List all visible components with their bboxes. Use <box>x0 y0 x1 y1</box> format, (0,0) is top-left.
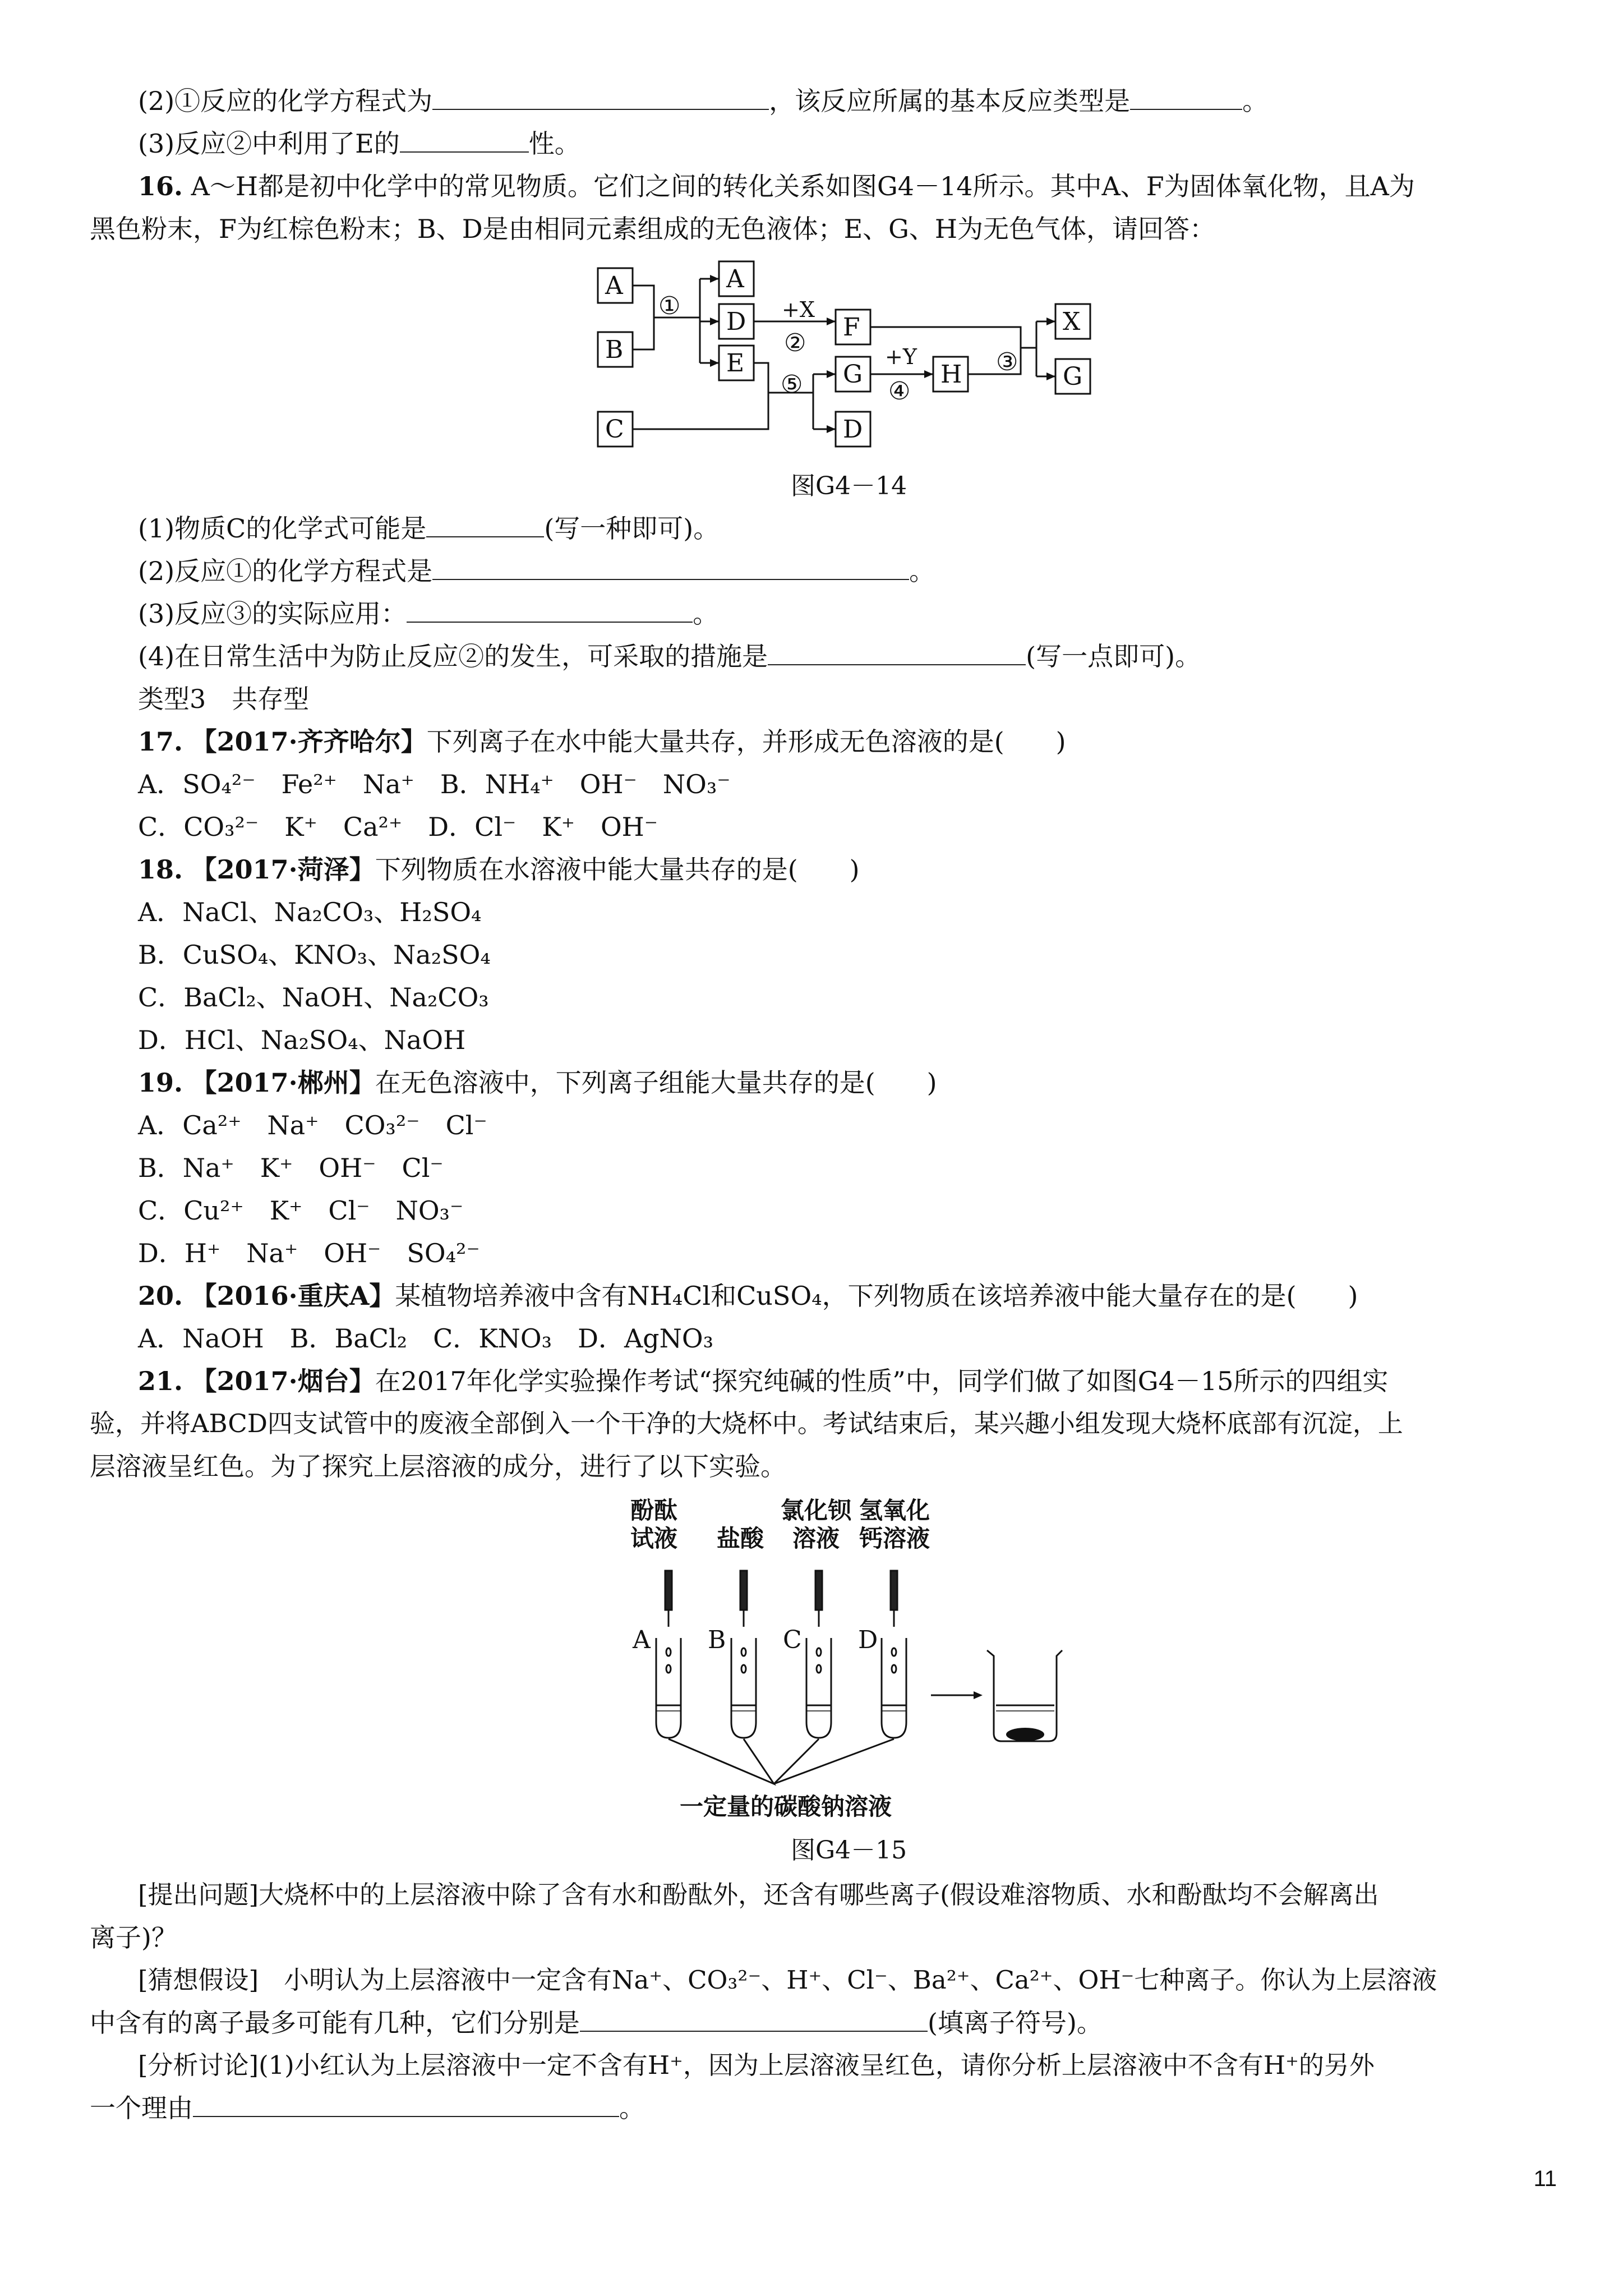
answer-blank[interactable] <box>193 2091 619 2117</box>
answer-blank[interactable] <box>580 2006 928 2032</box>
q18-option-d: D．HCl、Na₂SO₄、NaOH <box>138 1025 466 1055</box>
box-label: X <box>1063 307 1081 336</box>
q21-stem-line2: 验，并将ABCD四支试管中的废液全部倒入一个干净的大烧杯中。考试结束后，某兴趣小组发现大烧杯底部有沉淀，上 <box>90 1409 1403 1438</box>
q16-part4: (4)在日常生活中为防止反应②的发生，可采取的措施是 (写一点即可)。 <box>138 639 1201 673</box>
q16-stem-line2: 黑色粉末，F为红棕色粉末；B、D是由相同元素组成的无色液体；E、G、H为无色气体，请回答： <box>90 214 1216 244</box>
box-label: C <box>605 415 624 444</box>
dropper-a <box>665 1571 672 1627</box>
tube-label-a: A <box>633 1626 651 1654</box>
arrow-label: ③ <box>996 348 1018 376</box>
reagent-label-a: 酚酞 试液 <box>630 1497 678 1552</box>
q15-part2: (2)①反应的化学方程式为 ，该反应所属的基本反应类型是 。 <box>138 84 1268 118</box>
section-heading: 类型3 共存型 <box>138 684 310 714</box>
test-tube-b <box>731 1638 756 1738</box>
q18-stem: 18. 【2017·菏泽】下列物质在水溶液中能大量共存的是( ) <box>138 854 860 885</box>
reagent-label-d: 氢氧化 钙溶液 <box>859 1497 930 1552</box>
box-label: D <box>726 307 746 336</box>
q17-stem: 17. 【2017·齐齐哈尔】下列离子在水中能大量共存，并形成无色溶液的是( ) <box>138 726 1066 757</box>
q19-stem: 19. 【2017·郴州】在无色溶液中，下列离子组能大量共存的是( ) <box>138 1068 937 1098</box>
sodium-carbonate-label: 一定量的碳酸钠溶液 <box>680 1793 892 1820</box>
dropper-c <box>815 1571 822 1627</box>
q21-question-line2: 离子)？ <box>90 1922 177 1953</box>
q16-part1: (1)物质C的化学式可能是 (写一种即可)。 <box>138 512 719 545</box>
test-tube-d <box>882 1638 906 1738</box>
q16-part3: (3)反应③的实际应用： 。 <box>138 597 718 631</box>
q21-stem-line3: 层溶液呈红色。为了探究上层溶液的成分，进行了以下实验。 <box>90 1451 786 1481</box>
tube-label-b: B <box>708 1626 726 1654</box>
precipitate <box>1006 1728 1044 1741</box>
tube-label-c: C <box>783 1626 802 1654</box>
q18-option-a: A．NaCl、Na₂CO₃、H₂SO₄ <box>138 897 482 927</box>
q21-analysis-line1: [分析讨论](1)小红认为上层溶液中一定不含有H⁺，因为上层溶液呈红色，请你分析上层溶液中不含有H⁺的另外 <box>138 2050 1375 2080</box>
box-label: F <box>843 313 860 342</box>
q16-part2: (2)反应①的化学方程式是 。 <box>138 554 935 588</box>
reagent-label-b: 盐酸 <box>717 1525 764 1552</box>
q21-hypothesis-line2: 中含有的离子最多可能有几种，它们分别是 (填离子符号)。 <box>90 2006 1103 2040</box>
dropper-d <box>891 1571 897 1627</box>
arrow-label: ④ <box>888 377 911 406</box>
q19-option-b: B．Na⁺ K⁺ OH⁻ Cl⁻ <box>138 1153 444 1183</box>
q17-options-ab: A．SO₄²⁻ Fe²⁺ Na⁺ B．NH₄⁺ OH⁻ NO₃⁻ <box>138 769 731 799</box>
beaker <box>987 1650 1062 1741</box>
q15-part3: (3)反应②中利用了E的 性。 <box>138 127 580 160</box>
q19-option-d: D．H⁺ Na⁺ OH⁻ SO₄²⁻ <box>138 1238 480 1268</box>
tube-label-d: D <box>858 1626 878 1654</box>
box-label: D <box>843 415 863 444</box>
arrow-label: +X <box>782 297 815 322</box>
q20-stem: 20. 【2016·重庆A】某植物培养液中含有NH₄Cl和CuSO₄，下列物质在该培养液中能大量存在的是( ) <box>138 1281 1358 1311</box>
q19-option-c: C．Cu²⁺ K⁺ Cl⁻ NO₃⁻ <box>138 1195 464 1226</box>
q21-stem-line1: 21. 【2017·烟台】在2017年化学实验操作考试“探究纯碱的性质”中，同学们做了如图G4－15所示的四组实 <box>138 1366 1389 1396</box>
reagent-label-c: 氯化钡 溶液 <box>781 1497 852 1552</box>
page-number: 11 <box>1533 2166 1557 2191</box>
q19-option-a: A．Ca²⁺ Na⁺ CO₃²⁻ Cl⁻ <box>138 1110 487 1140</box>
q21-analysis-line2: 一个理由 。 <box>90 2091 645 2125</box>
q17-options-cd: C．CO₃²⁻ K⁺ Ca²⁺ D．Cl⁻ K⁺ OH⁻ <box>138 812 658 842</box>
box-label: G <box>843 360 863 389</box>
q18-option-b: B．CuSO₄、KNO₃、Na₂SO₄ <box>138 940 491 970</box>
dropper-b <box>740 1571 747 1627</box>
box-label: A <box>726 265 744 293</box>
q20-options: A．NaOH B．BaCl₂ C．KNO₃ D．AgNO₃ <box>138 1323 714 1354</box>
box-label: A <box>605 272 623 300</box>
box-label: G <box>1063 362 1083 391</box>
figure-caption: 图G4－15 <box>791 1836 907 1865</box>
q16-stem-line1: 16. A～H都是初中化学中的常见物质。它们之间的转化关系如图G4－14所示。其中A、F为固体氧化物，且A为 <box>138 171 1415 201</box>
q21-question-line1: [提出问题]大烧杯中的上层溶液中除了含有水和酚酞外，还含有哪些离子(假设难溶物质、水和酚酞均不会解离出 <box>138 1880 1379 1910</box>
box-label: H <box>940 360 962 389</box>
arrow-label: +Y <box>885 344 917 369</box>
figure-caption: 图G4－14 <box>791 472 907 500</box>
arrow-label: ① <box>658 292 681 320</box>
box-label: B <box>605 335 624 364</box>
arrow-label: ⑤ <box>781 370 803 399</box>
arrow-label: ② <box>784 329 806 357</box>
q21-hypothesis-line1: [猜想假设] 小明认为上层溶液中一定含有Na⁺、CO₃²⁻、H⁺、Cl⁻、Ba²⁺、Ca²⁺、OH⁻七种离子。你认为上层溶液 <box>138 1965 1437 1995</box>
q18-option-c: C．BaCl₂、NaOH、Na₂CO₃ <box>138 982 489 1013</box>
test-tube-c <box>806 1638 831 1738</box>
box-label: E <box>726 349 745 378</box>
test-tube-a <box>656 1638 681 1738</box>
